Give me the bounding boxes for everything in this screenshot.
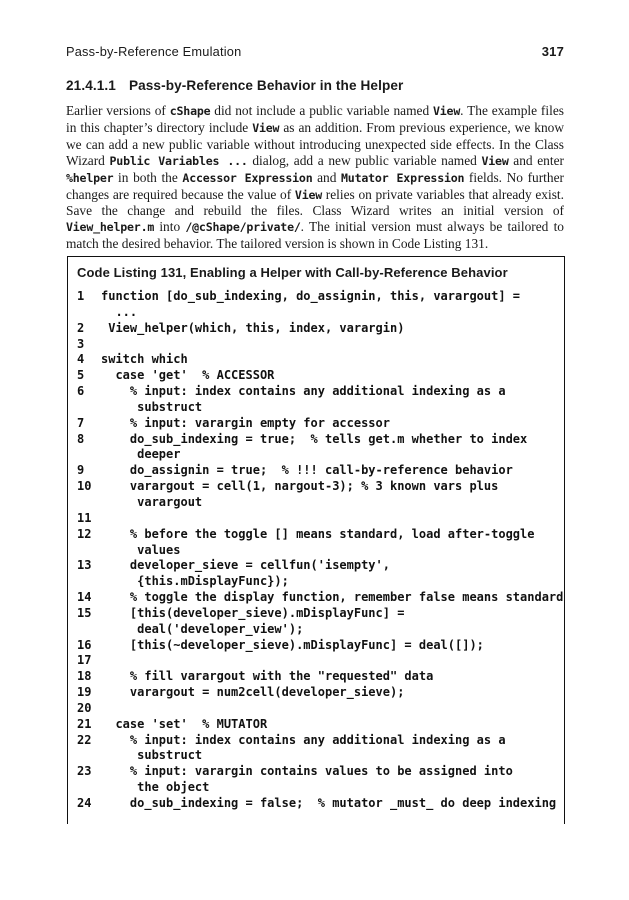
code-line: [77, 590, 564, 606]
line-number: 6: [77, 384, 85, 399]
line-code: do_sub_indexing = true; % tells get.m whether to index: [101, 431, 528, 446]
line-number: 22: [77, 732, 92, 747]
line-code: deal('developer_view');: [101, 621, 304, 636]
line-code: the object: [101, 780, 210, 795]
line-code: values: [101, 542, 181, 557]
line-number: [77, 622, 101, 638]
section-title: Pass-by-Reference Behavior in the Helper: [128, 78, 404, 93]
line-code: varargout: [101, 494, 203, 509]
line-number: [77, 495, 101, 511]
code-line: [77, 606, 564, 622]
code-line: [77, 527, 564, 543]
line-code: % toggle the display function, remember false means standard: [101, 590, 564, 605]
code-line: [77, 511, 564, 527]
code-line: [77, 447, 564, 463]
line-number: 17: [77, 653, 92, 668]
line-number: 19: [77, 685, 92, 700]
section-number: 21.4.1.1: [66, 78, 116, 93]
code-line: [77, 780, 564, 796]
line-number: [77, 574, 101, 590]
code-line: [77, 305, 564, 321]
running-header-title: Pass-by-Reference Emulation: [66, 44, 242, 59]
code-line: [77, 701, 564, 717]
line-number: 14: [77, 590, 92, 605]
line-number: 4: [77, 352, 85, 367]
code-line: [77, 432, 564, 448]
line-number: [77, 748, 101, 764]
line-code: {this.mDisplayFunc});: [101, 574, 289, 589]
body-text: dialog, add a new public variable named: [247, 152, 482, 168]
code-line: [77, 574, 564, 590]
line-code: % input: varargin contains values to be assigned into: [101, 764, 513, 779]
code-line: [77, 368, 564, 384]
line-number: 3: [77, 336, 85, 351]
body-text: and enter: [508, 152, 564, 168]
body-text: in both the: [113, 169, 183, 185]
line-code: [101, 337, 108, 353]
inline-code: cShape: [169, 104, 211, 118]
code-line: [77, 384, 564, 400]
code-line: [77, 669, 564, 685]
code-line: [77, 622, 564, 638]
line-number: [77, 780, 101, 796]
line-code: [101, 701, 108, 717]
body-text: and: [312, 169, 342, 185]
inline-code: Mutator Expression: [341, 170, 465, 185]
code-line: [77, 685, 564, 701]
line-number: 15: [77, 605, 92, 620]
code-line: [77, 289, 564, 305]
inline-code: /@cShape/private/: [185, 220, 301, 235]
code-line: [77, 543, 564, 559]
line-code: developer_sieve = cellfun('isempty',: [101, 558, 390, 573]
body-text: . The initial version must always be tailored to match the desired behavior. The tailored version is shown in Code Listing 131.: [66, 219, 564, 252]
section-heading: [66, 78, 564, 93]
code-line: [77, 717, 564, 733]
body-text: . The example files in this chapter’s directory include: [66, 103, 564, 135]
line-code: function [do_sub_indexing, do_assignin, this, varargout] =: [101, 289, 521, 303]
body-text: as an addition. From previous experience, we know we can add a new public variable without introducing unexpected side effects. In the Class Wizard: [66, 119, 565, 168]
line-code: % input: varargin empty for accessor: [101, 415, 390, 430]
code-line: [77, 352, 564, 368]
code-line: [77, 463, 564, 479]
line-code: substruct: [101, 399, 203, 414]
code-listing-box: [67, 256, 565, 824]
code-line: [77, 748, 564, 764]
line-code: do_sub_indexing = false; % mutator _must_ do deep indexing: [101, 796, 557, 810]
line-number: 1: [77, 289, 85, 303]
line-number: [77, 543, 101, 559]
line-code: [101, 653, 108, 669]
code-line: [77, 400, 564, 416]
line-code: % input: index contains any additional indexing as a: [101, 732, 506, 747]
line-code: % before the toggle [] means standard, load after-toggle: [101, 526, 535, 541]
body-text: into: [154, 219, 186, 235]
code-line: [77, 337, 564, 353]
line-code: [this(~developer_sieve).mDisplayFunc] = deal([]);: [101, 637, 484, 652]
code-line: [77, 796, 564, 812]
line-number: 20: [77, 700, 92, 715]
line-number: 23: [77, 764, 92, 779]
line-number: 9: [77, 463, 85, 478]
line-number: 18: [77, 669, 92, 684]
code-line: [77, 416, 564, 432]
line-code: switch which: [101, 352, 188, 367]
line-number: 24: [77, 796, 92, 810]
line-number: 10: [77, 479, 92, 494]
inline-code: View: [481, 153, 509, 168]
line-code: % input: index contains any additional indexing as a: [101, 384, 506, 399]
code-line: [77, 733, 564, 749]
line-number: 8: [77, 431, 85, 446]
inline-code: View: [294, 187, 323, 202]
body-text: Earlier versions of: [66, 103, 170, 118]
line-code: deeper: [101, 447, 181, 462]
code-line: [77, 495, 564, 511]
line-number: [77, 447, 101, 463]
line-number: 16: [77, 637, 92, 652]
line-number: 2: [77, 320, 85, 335]
page-number: 317: [541, 44, 564, 59]
line-number: 7: [77, 415, 85, 430]
line-code: ...: [101, 304, 138, 319]
line-number: 11: [77, 510, 92, 525]
inline-code: Public Variables ...: [109, 153, 248, 168]
code-lines: [77, 289, 564, 812]
line-number: [77, 305, 101, 321]
code-line: [77, 321, 564, 337]
line-number: [77, 400, 101, 416]
inline-code: View: [252, 120, 280, 135]
line-code: case 'get' % ACCESSOR: [101, 368, 275, 383]
inline-code: Accessor Expression: [182, 170, 313, 185]
code-listing-title: Code Listing 131, Enabling a Helper with Call-by-Reference Behavior: [77, 265, 508, 280]
line-code: varargout = cell(1, nargout-3); % 3 known vars plus: [101, 479, 499, 494]
code-line: [77, 558, 564, 574]
body-text: did not include a public variable named: [210, 103, 433, 118]
line-code: varargout = num2cell(developer_sieve);: [101, 685, 405, 700]
line-code: View_helper(which, this, index, varargin): [101, 320, 405, 335]
line-code: [101, 511, 108, 527]
line-code: substruct: [101, 748, 203, 763]
line-number: 5: [77, 368, 85, 383]
line-code: % fill varargout with the "requested" data: [101, 669, 434, 684]
inline-code: View_helper.m: [66, 220, 155, 235]
code-line: [77, 479, 564, 495]
inline-code: %helper: [66, 170, 114, 185]
line-number: 21: [77, 716, 92, 731]
line-number: 12: [77, 526, 92, 541]
line-code: do_assignin = true; % !!! call-by-reference behavior: [101, 463, 513, 478]
body-paragraph: [66, 103, 564, 252]
line-number: 13: [77, 558, 92, 573]
code-line: [77, 653, 564, 669]
code-line: [77, 638, 564, 654]
line-code: [this(developer_sieve).mDisplayFunc] =: [101, 605, 405, 620]
body-text: fields. No further changes are required because the value of: [66, 169, 564, 202]
line-code: case 'set' % MUTATOR: [101, 716, 268, 731]
running-header: [66, 44, 564, 59]
code-line: [77, 764, 564, 780]
inline-code: View: [433, 104, 461, 118]
body-text: relies on private variables that already exist. Save the change and rebuild the files. Class Wizard writes an initial version of: [66, 186, 565, 219]
